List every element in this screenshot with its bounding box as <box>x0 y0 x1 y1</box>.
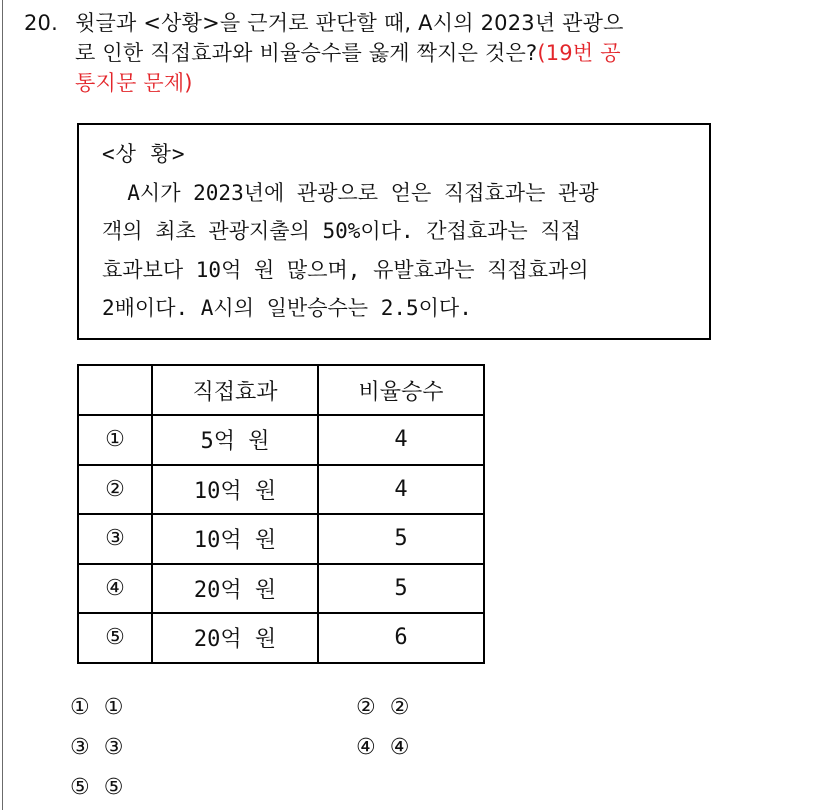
table-row <box>78 465 484 515</box>
table-row <box>78 514 484 564</box>
table-row <box>78 415 484 465</box>
question-note-2: 통지문 문제) <box>75 71 193 95</box>
answer-choice-4[interactable] <box>356 735 409 760</box>
situation-line-2: 객의 최초 관광지출의 50%이다. 간접효과는 직접 <box>102 219 581 243</box>
row-direct-effect: 10억 원 <box>152 514 318 564</box>
answer-label: ③ <box>103 735 124 760</box>
question-line-2 <box>24 38 764 68</box>
question-text-1: 윗글과 <상황>을 근거로 판단할 때, A시의 2023년 관광으 <box>75 11 624 35</box>
table-header-ratio-multiplier: 비율승수 <box>318 365 484 415</box>
situation-line-4: 2배이다. A시의 일반승수는 2.5이다. <box>102 296 472 320</box>
row-ratio: 4 <box>318 415 484 465</box>
row-mark: ① <box>78 415 152 465</box>
row-ratio: 5 <box>318 514 484 564</box>
question-number: 20. <box>24 11 58 35</box>
table-header-direct-effect: 직접효과 <box>152 365 318 415</box>
answer-label: ⑤ <box>103 775 124 800</box>
question-note-1: (19번 공 <box>537 41 621 65</box>
question-line-1 <box>24 8 764 38</box>
answer-mark: ② <box>356 695 376 720</box>
row-direct-effect: 5억 원 <box>152 415 318 465</box>
row-mark: ④ <box>78 564 152 614</box>
row-direct-effect: 10억 원 <box>152 465 318 515</box>
table-row <box>78 613 484 663</box>
row-ratio: 5 <box>318 564 484 614</box>
answer-choice-3[interactable] <box>70 735 123 760</box>
answer-mark: ③ <box>70 735 90 760</box>
answer-mark: ④ <box>356 735 376 760</box>
row-mark: ③ <box>78 514 152 564</box>
row-mark: ⑤ <box>78 613 152 663</box>
answer-label: ④ <box>389 735 410 760</box>
row-mark: ② <box>78 465 152 515</box>
options-table <box>77 364 485 664</box>
situation-title: <상 황> <box>102 142 186 166</box>
question-stem <box>24 8 764 98</box>
answer-mark: ① <box>70 695 90 720</box>
situation-line-1: A시가 2023년에 관광으로 얻은 직접효과는 관광 <box>102 180 599 205</box>
page-left-border <box>2 0 3 810</box>
answer-label: ① <box>103 695 124 720</box>
table-header-row <box>78 365 484 415</box>
answer-choice-5[interactable] <box>70 775 123 800</box>
answer-choice-2[interactable] <box>356 695 409 720</box>
answer-label: ② <box>389 695 410 720</box>
table-row <box>78 564 484 614</box>
table-header-blank <box>78 365 152 415</box>
situation-box <box>77 123 711 340</box>
row-ratio: 4 <box>318 465 484 515</box>
row-direct-effect: 20억 원 <box>152 613 318 663</box>
answer-mark: ⑤ <box>70 775 90 800</box>
question-text-2: 로 인한 직접효과와 비율승수를 옳게 짝지은 것은? <box>75 41 538 65</box>
row-ratio: 6 <box>318 613 484 663</box>
row-direct-effect: 20억 원 <box>152 564 318 614</box>
answer-choice-1[interactable] <box>70 695 123 720</box>
situation-line-3: 효과보다 10억 원 많으며, 유발효과는 직접효과의 <box>102 257 589 282</box>
